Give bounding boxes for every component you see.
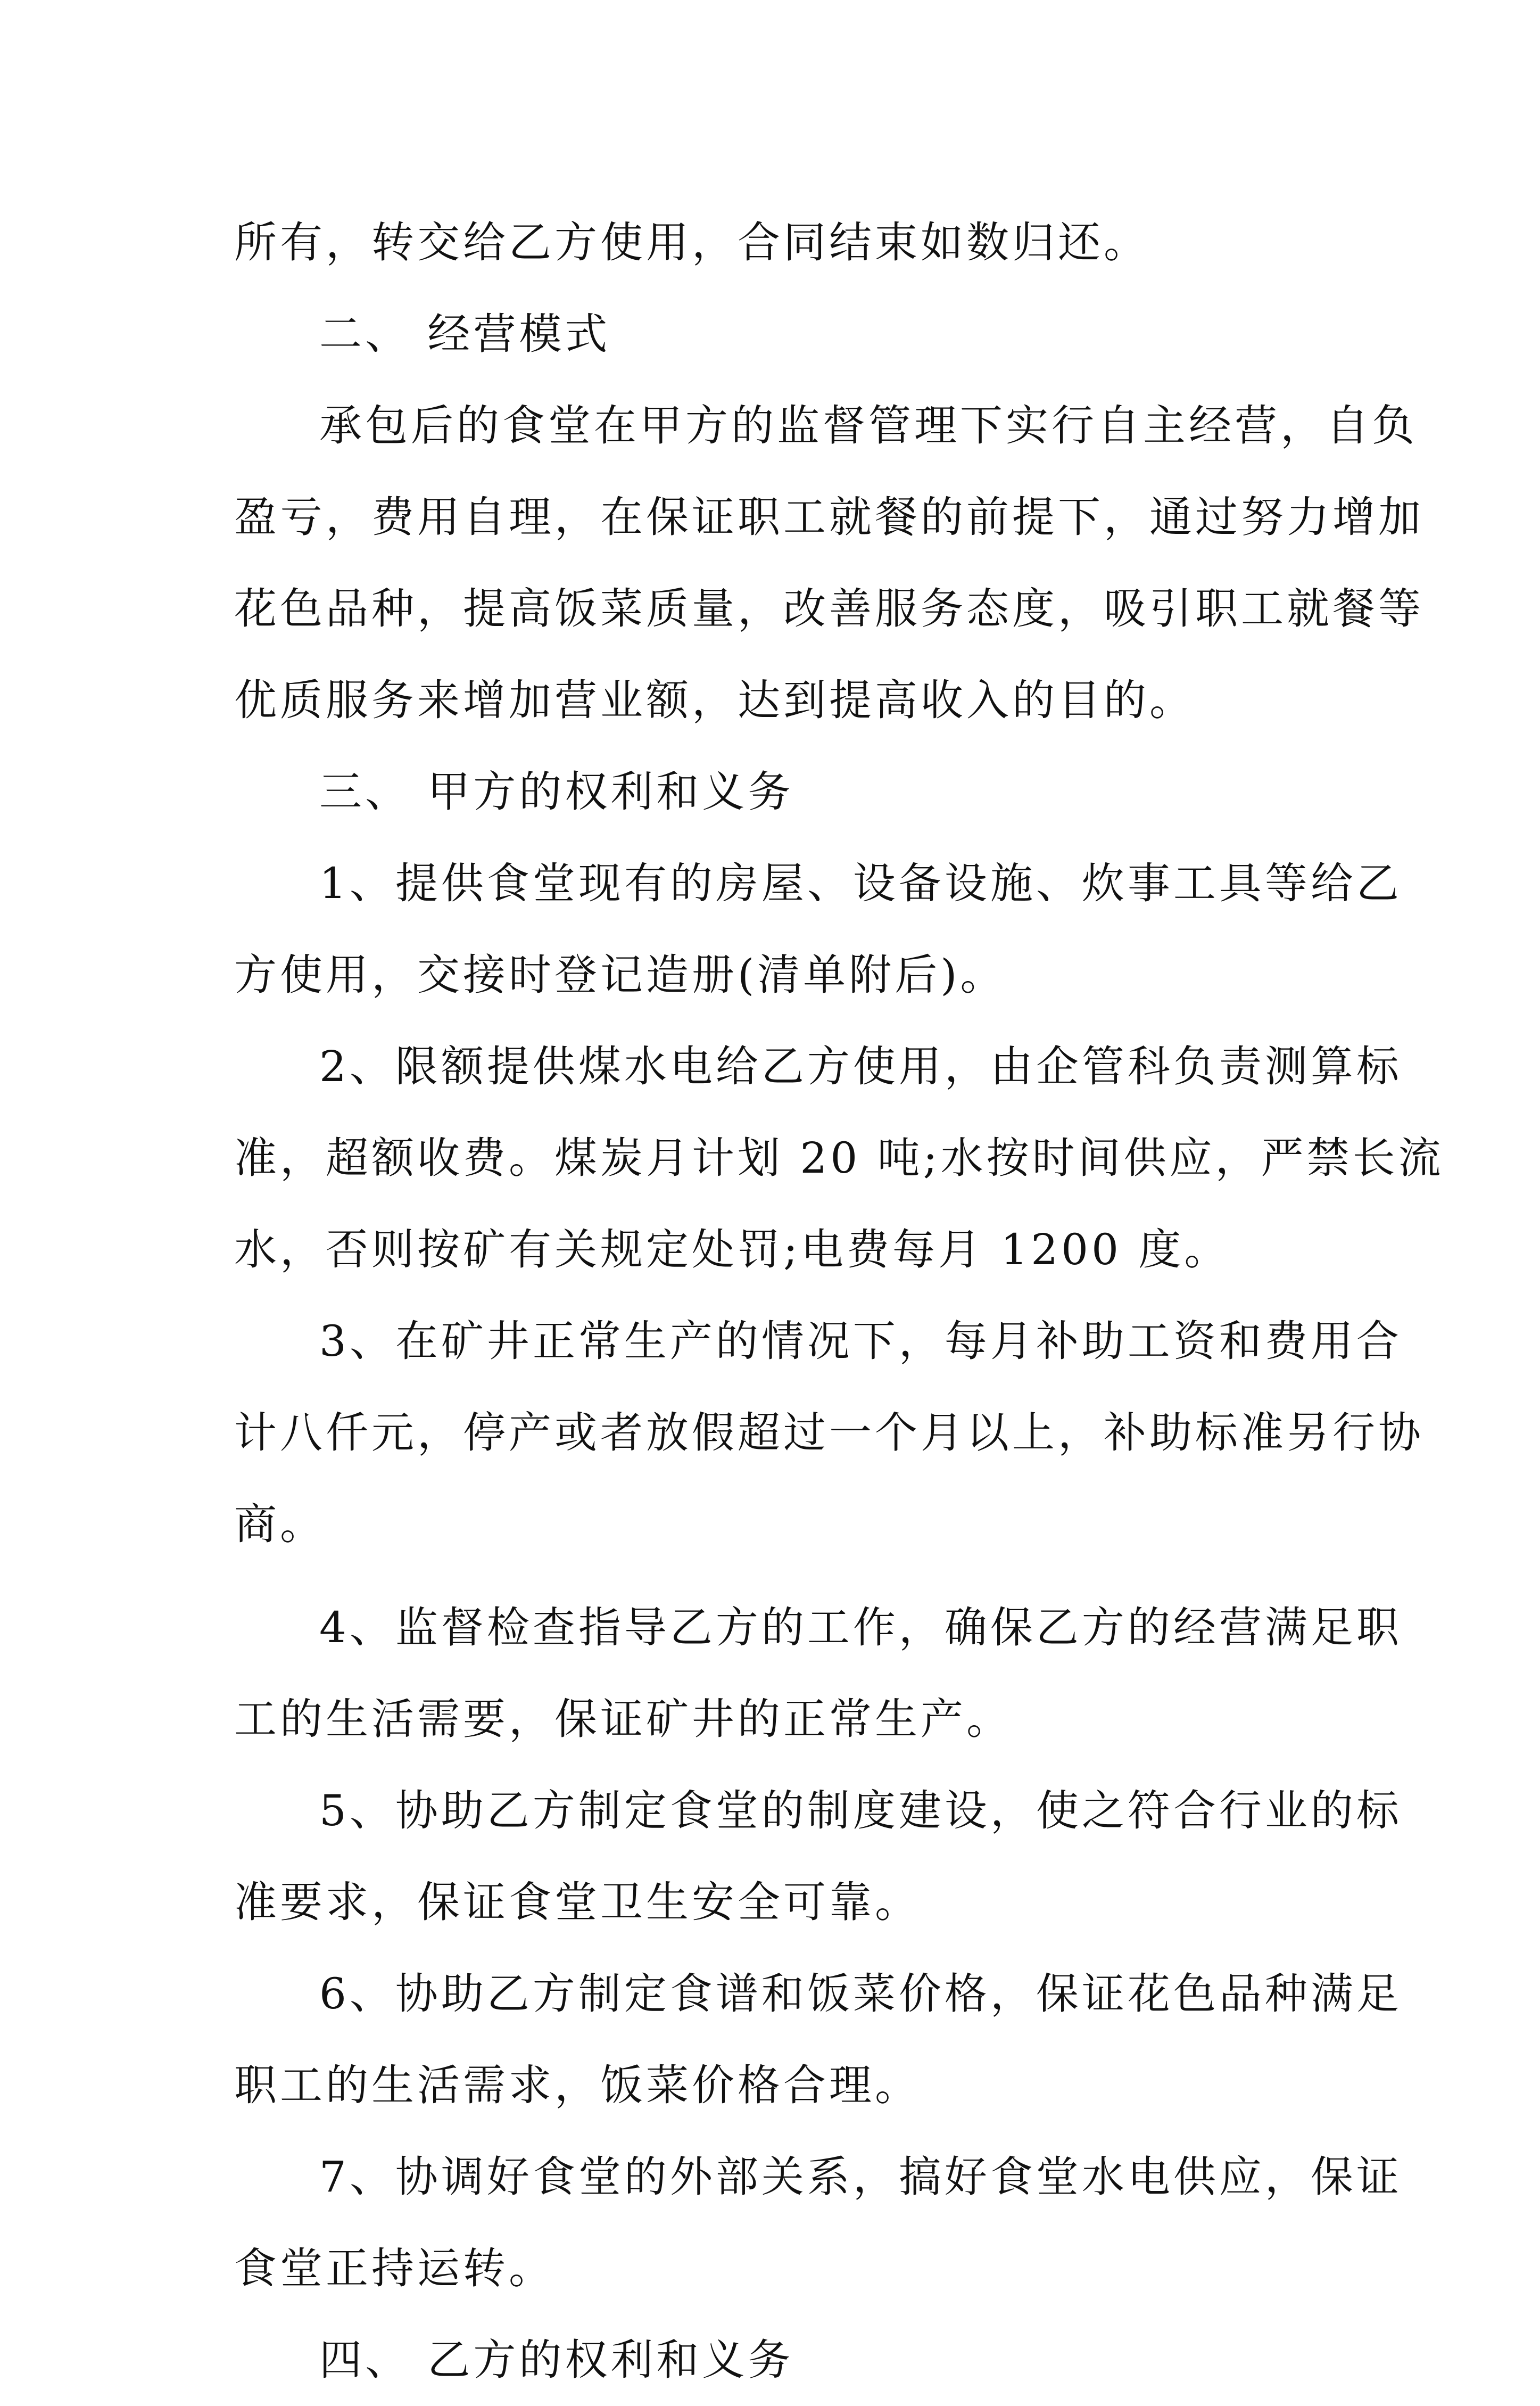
paragraph-line: 水，否则按矿有关规定处罚;电费每月 1200 度。 [234,1225,1230,1274]
section-heading: 四、 乙方的权利和义务 [319,2335,794,2385]
paragraph-line: 方使用，交接时登记造册(清单附后)。 [234,950,1006,1000]
paragraph-line: 职工的生活需求，饭菜价格合理。 [234,2061,921,2110]
paragraph-line: 6、协助乙方制定食谱和饭菜价格，保证花色品种满足 [319,1969,1402,2018]
paragraph-line: 商。 [234,1499,326,1549]
paragraph-line: 准要求，保证食堂卫生安全可靠。 [234,1877,921,1927]
section-heading: 三、 甲方的权利和义务 [319,767,794,817]
text-line: 所有，转交给乙方使用，合同结束如数归还。 [234,218,1149,267]
paragraph-line: 花色品种，提高饭菜质量，改善服务态度，吸引职工就餐等 [234,584,1424,633]
paragraph-line: 1、提供食堂现有的房屋、设备设施、炊事工具等给乙 [319,859,1402,908]
paragraph-line: 5、协助乙方制定食堂的制度建设，使之符合行业的标 [319,1786,1402,1835]
document-body [234,197,1444,2406]
paragraph-line: 承包后的食堂在甲方的监督管理下实行自主经营，自负 [319,401,1418,450]
paragraph-line: 工的生活需要，保证矿井的正常生产。 [234,1694,1012,1744]
paragraph-line: 7、协调好食堂的外部关系，搞好食堂水电供应，保证 [319,2152,1402,2202]
paragraph-line: 食堂正持运转。 [234,2244,554,2293]
paragraph-line: 计八仟元，停产或者放假超过一个月以上，补助标准另行协 [234,1408,1424,1457]
paragraph-line: 准，超额收费。煤炭月计划 20 吨;水按时间供应，严禁长流 [234,1133,1444,1183]
paragraph-line: 4、监督检查指导乙方的工作，确保乙方的经营满足职 [319,1603,1402,1652]
paragraph-line: 2、限额提供煤水电给乙方使用，由企管科负责测算标 [319,1042,1402,1091]
paragraph-line: 优质服务来增加营业额，达到提高收入的目的。 [234,675,1195,725]
paragraph-line: 盈亏，费用自理，在保证职工就餐的前提下，通过努力增加 [234,492,1424,542]
section-heading: 二、 经营模式 [319,309,611,359]
paragraph-line: 3、在矿井正常生产的情况下，每月补助工资和费用合 [319,1316,1402,1366]
